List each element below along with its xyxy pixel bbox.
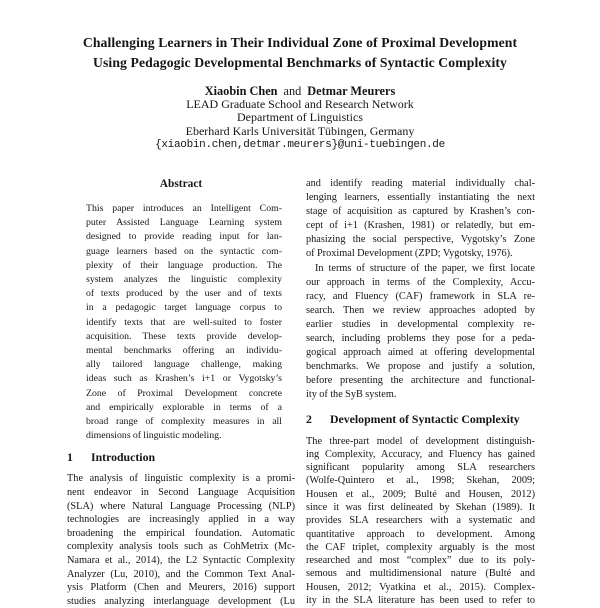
text-line: the CAF triplet, complexity arguably is the most: [306, 541, 535, 553]
text-line: researched and most “complex” due to its poly-: [306, 555, 535, 567]
abstract-body: [86, 202, 282, 443]
text-line: and empirically explorable in terms of a: [86, 401, 282, 413]
text-line: quantitative approach to development. Among: [306, 528, 535, 540]
affiliation-line: Eberhard Karls Universität Tübingen, Germany: [185, 123, 415, 138]
text-line: The analysis of linguistic complexity is a promi-: [67, 473, 295, 485]
text-line: ing Complexity, Accuracy, and Fluency has gained: [306, 448, 535, 460]
paragraph: [306, 262, 535, 403]
text-line: phasizing the social perspective, Vygotsky’s Zone: [306, 234, 535, 246]
text-line: our approach in terms of the Complexity, Accu-: [306, 276, 535, 288]
text-line: provides SLA researchers with a systematic and: [306, 515, 535, 527]
section-title: Development of Syntactic Complexity: [330, 411, 520, 426]
text-line: plexity of their language production. The: [86, 259, 282, 271]
text-line: Analyzer (Lu, 2010), and the Common Text Anal-: [67, 568, 295, 580]
paper-header: [30, 33, 570, 152]
text-line: In terms of structure of the paper, we first locate: [315, 262, 535, 274]
text-line: ity of the SyB system.: [306, 389, 397, 401]
text-line: (SLA) where Natural Language Processing (NLP): [67, 500, 295, 512]
text-line: Zone of Proximal Development concrete: [86, 387, 282, 399]
text-line: significant popularity among SLA researchers: [306, 462, 535, 474]
section-title: Introduction: [91, 450, 156, 465]
text-line: search, including problems they pose for a peda-: [306, 333, 535, 345]
text-line: dimensions of linguistic modeling.: [86, 430, 222, 442]
text-line: of texts produced by the user and of texts: [86, 288, 282, 300]
text-line: stage of acquisition as captured by Krashen’s con-: [306, 206, 535, 218]
text-line: complexity analysis tools such as CohMetrix (Mc-: [67, 541, 295, 553]
paragraph: [86, 202, 282, 443]
affiliation-line: LEAD Graduate School and Research Network: [186, 97, 414, 111]
text-line: semous and multidimensional nature (Bulté and: [306, 568, 535, 580]
section-number: 2: [306, 411, 312, 426]
left-column: [67, 177, 295, 607]
text-line: broadening the empirical foundation. Automatic: [67, 527, 295, 539]
section-number: 1: [67, 450, 73, 465]
text-line: lenging learners, essentially instantiating the next: [306, 192, 535, 204]
paper-title: [30, 33, 570, 72]
author-name-2: Detmar Meurers: [307, 84, 396, 98]
right-column: [306, 177, 535, 607]
text-line: acquisition. These texts provide develop-: [86, 330, 282, 342]
text-line: The three-part model of development distinguish-: [306, 435, 535, 447]
paper-title-line: Challenging Learners in Their Individual Zone of Proximal Development: [82, 35, 518, 50]
text-line: identify texts that are well-suited to foster: [86, 316, 282, 328]
text-line: benchmarks. We propose and justify a solution,: [306, 361, 535, 373]
text-line: guage learners based on the syntactic com-: [86, 245, 282, 257]
text-line: Housen, 2012; Vyatkina et al., 2015). Complex-: [306, 581, 535, 593]
text-line: ideas such as Krashen’s i+1 or Vygotsky’s: [86, 373, 282, 385]
text-line: Namara et al., 2014), the L2 Syntactic Complexity: [67, 555, 295, 567]
email-line: {xiaobin.chen,detmar.meurers}@uni-tuebingen.de: [155, 139, 445, 152]
section-1-heading: [67, 449, 295, 465]
text-line: mental benchmarks offering an individu-: [86, 345, 282, 357]
text-line: of Proximal Development (ZPD; Vygotsky, 1976).: [306, 248, 513, 260]
text-line: gogical approach aimed at offering developmental: [306, 347, 535, 359]
abstract-heading: Abstract: [159, 178, 203, 190]
text-line: before presenting the architecture and functional-: [306, 375, 535, 387]
text-line: since it was first delineated by Skehan (1989). It: [306, 501, 535, 513]
paragraph: [67, 472, 295, 608]
author-conjunction: and: [283, 84, 302, 98]
text-line: cept of i+1 (Krashen, 1981) or relatedly, but em-: [306, 220, 535, 232]
paper-title-line: Using Pedagogic Developmental Benchmarks of Syntactic Complexity: [93, 54, 507, 70]
section-2-heading: [306, 411, 535, 427]
affiliation-line: Department of Linguistics: [237, 110, 363, 125]
paragraph: [306, 435, 535, 608]
text-line: ally tailored language challenge, making: [86, 359, 282, 371]
text-line: racy, and Fluency (CAF) framework in SLA re-: [306, 290, 535, 302]
text-line: (Wolfe-Quintero et al., 1998; Skehan, 2009;: [306, 475, 535, 487]
text-line: search. Then we review approaches adopted by: [306, 304, 535, 316]
text-line: technologies are increasingly applied in a way: [67, 514, 295, 526]
text-line: This paper introduces an Intelligent Com-: [86, 203, 282, 214]
paragraph: [306, 177, 535, 262]
introduction-continuation-body: [306, 177, 535, 403]
text-line: designed to provide reading input for lan-: [86, 231, 282, 243]
author-name-1: Xiaobin Chen: [204, 84, 278, 98]
text-line: broad range of complexity measures in all: [86, 416, 282, 428]
text-line: nent endeavor in Second Language Acquisition: [67, 487, 295, 499]
text-line: studies analyzing interlanguage development (Lu: [67, 595, 295, 607]
text-line: puter Assisted Language Learning system: [86, 217, 282, 229]
text-line: ity in the SLA literature has been used to refer to: [306, 595, 535, 607]
text-line: system analyzes the linguistic complexity: [86, 274, 282, 286]
text-line: Housen et al., 2009; Bulté and Housen, 2012): [306, 488, 535, 500]
text-line: earlier studies in developmental complexity re-: [306, 318, 535, 330]
introduction-body: [67, 472, 295, 608]
text-line: ysis Platform (Chen and Meurers, 2016) support: [67, 582, 295, 594]
authors-line: [30, 84, 570, 98]
affiliation-block: [30, 98, 570, 138]
section-2-body: [306, 435, 535, 608]
text-line: in a pedagogic target language corpus to: [86, 302, 282, 314]
text-line: and identify reading material individually chal-: [306, 178, 535, 189]
